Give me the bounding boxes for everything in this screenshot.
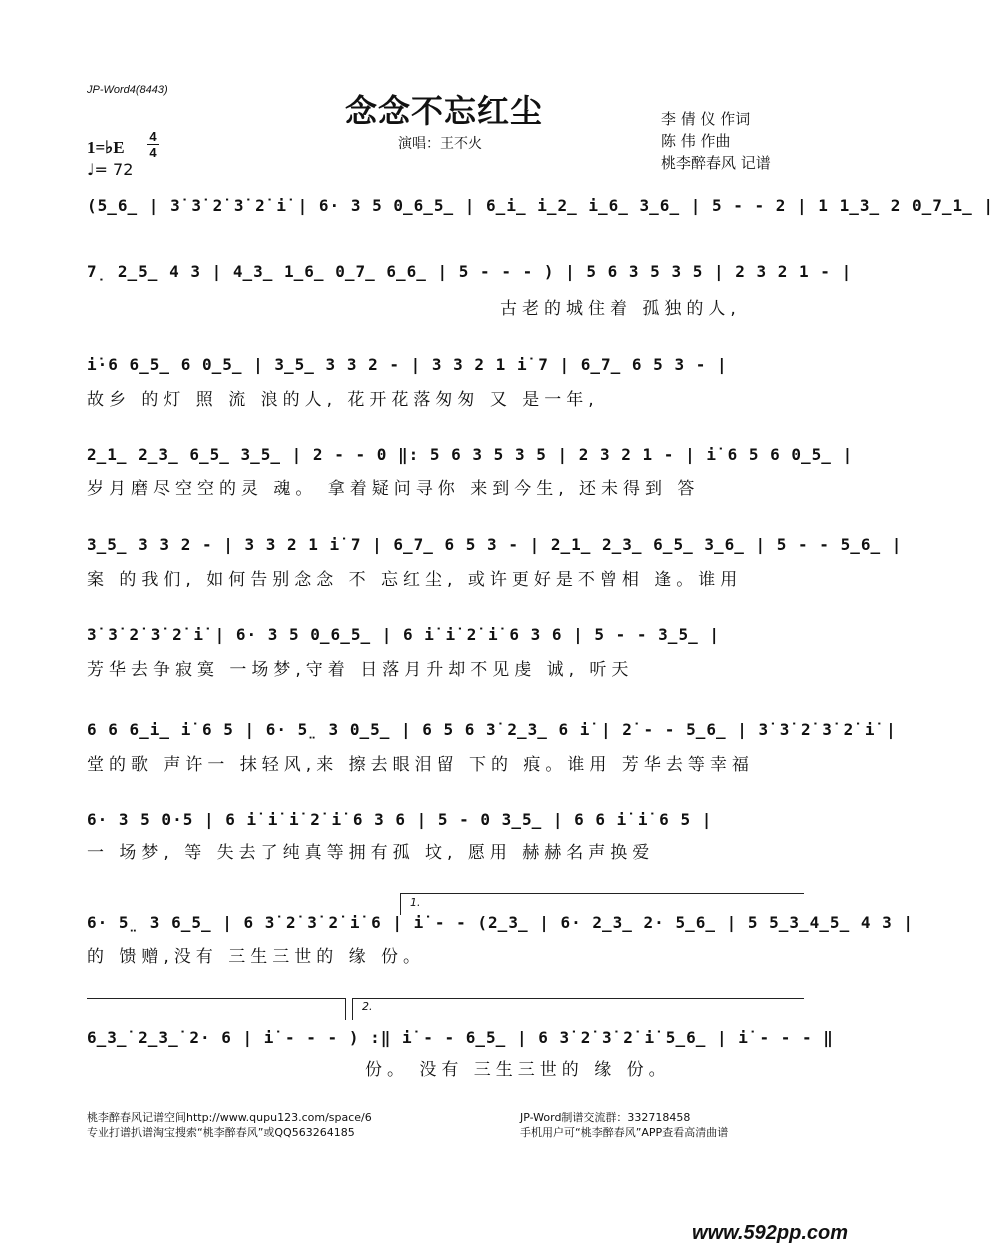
volta-1-bracket xyxy=(400,893,804,894)
lyric-row-6: 芳华去争寂寞 一场梦,守着 日落月升却不见虔 诚, 听天 xyxy=(87,660,634,680)
volta-2-side xyxy=(352,998,353,1020)
notation-row-3: i̇·6 6̲5̲ 6 0̲5̲ | 3̲5̲ 3 3 2 - | 3 3 2 1 i̇ 7 | 6̲7̲ 6 5 3 - | xyxy=(87,355,728,374)
lyric-row-8: 一 场梦, 等 失去了纯真等拥有孤 坟, 愿用 赫赫名声换爱 xyxy=(87,843,655,863)
time-signature xyxy=(147,130,159,159)
software-label: JP-Word4(8443) xyxy=(87,84,168,96)
notation-row-5: 3̲5̲ 3 3 2 - | 3 3 2 1 i̇ 7 | 6̲7̲ 6 5 3 - | 2̲1̲ 2̲3̲ 6̲5̲ 3̲6̲ | 5 - - 5̲6̲ | xyxy=(87,535,903,554)
tempo-marking: ♩= 72 xyxy=(87,160,134,179)
notation-row-9: 6· 5̤ 3 6̲5̲ | 6 3̇ 2̇ 3̇ 2̇ i̇ 6 | i̇ - - (2̲3̲ | 6· 2̲3̲ 2· 5̲6̲ | 5 5̲3̲4̲5̲ 4 3 | xyxy=(87,913,914,932)
volta-1-side xyxy=(400,893,401,915)
lyric-row-9: 的 馈赠,没有 三生三世的 缘 份。 xyxy=(87,947,426,967)
lyric-row-2: 古老的城住着 孤独的人, xyxy=(500,299,741,319)
time-signature-top: 4 xyxy=(149,129,157,144)
notation-row-2: 7̣ 2̲5̲ 4 3 | 4̲3̲ 1̲6̲ 0̲7̲ 6̲6̲ | 5 - - - ) | 5 6 3 5 3 5 | 2 3 2 1 - | xyxy=(87,262,853,281)
volta-2-bracket xyxy=(352,998,804,999)
singer-credit: 演唱：王不火 xyxy=(398,136,482,152)
notation-row-1: (5̲6̲ | 3̇ 3̇ 2̇ 3̇ 2̇ i̇ | 6· 3 5 0̲6̲5̲ | 6̲i̲ i̲2̲ i̲6̲ 3̲6̲ | 5 - - 2 | 1 1̲3̲ 2 0̲7̲1̲ | xyxy=(87,196,994,215)
notation-row-10: 6̲3̲̇ 2̲3̲̇ 2· 6 | i̇ - - - ) :‖ i̇ - - 6̲5̲ | 6 3̇ 2̇ 3̇ 2̇ i̇ 5̲6̲ | i̇ - - - ‖ xyxy=(87,1028,834,1047)
lyricist-credit: 李 倩 仪 作词 xyxy=(661,110,751,128)
lyric-row-5: 案 的我们, 如何告别念念 不 忘红尘, 或许更好是不曾相 逢。谁用 xyxy=(87,570,743,590)
notation-row-4: 2̲1̲ 2̲3̲ 6̲5̲ 3̲5̲ | 2 - - 0 ‖: 5 6 3 5 3 5 | 2 3 2 1 - | i̇ 6 5 6 0̲5̲ | xyxy=(87,445,854,464)
transcriber-credit: 桃李醉春风 记谱 xyxy=(661,154,771,172)
lyric-row-4: 岁月磨尽空空的灵 魂。 拿着疑问寻你 来到今生, 还未得到 答 xyxy=(87,479,700,499)
volta-2-label: 2. xyxy=(362,1000,373,1013)
lyric-row-3: 故乡 的灯 照 流 浪的人, 花开花落匆匆 又 是一年, xyxy=(87,390,599,410)
credits-block xyxy=(661,108,771,174)
key-signature: 1=♭E xyxy=(87,138,125,157)
site-watermark: www.592pp.com xyxy=(692,1222,848,1244)
footer-right-line2: 手机用户可“桃李醉春风”APP查看高清曲谱 xyxy=(520,1126,729,1139)
footer-left-line1: 桃李醉春风记谱空间http://www.qupu123.com/space/6 xyxy=(87,1111,372,1124)
composer-credit: 陈 伟 作曲 xyxy=(661,132,731,150)
footer-right-line1: JP-Word制谱交流群：332718458 xyxy=(520,1111,691,1124)
lyric-row-10: 份。 没有 三生三世的 缘 份。 xyxy=(365,1060,671,1080)
notation-row-7: 6 6 6̲i̲ i̇ 6 5 | 6· 5̤ 3 0̲5̲ | 6 5 6 3̇ 2̲3̲ 6 i̇ | 2̇ - - 5̲6̲ | 3̇ 3̇ 2̇ 3̇ 2̇ i̇ | xyxy=(87,720,897,739)
volta-1-continuation xyxy=(87,998,345,999)
footer-left xyxy=(87,1110,372,1140)
lyric-row-7: 堂的歌 声许一 抹轻风,来 擦去眼泪留 下的 痕。谁用 芳华去等幸福 xyxy=(87,755,754,775)
song-title: 念念不忘红尘 xyxy=(344,92,543,130)
volta-1-label: 1. xyxy=(410,896,421,909)
time-signature-bottom: 4 xyxy=(149,145,157,160)
volta-1-end xyxy=(345,998,346,1020)
footer-left-line2: 专业打谱扒谱淘宝搜索“桃李醉春风”或QQ563264185 xyxy=(87,1126,355,1139)
footer-right xyxy=(520,1110,728,1140)
notation-row-8: 6· 3 5 0·5 | 6 i̇ i̇ i̇ 2̇ i̇ 6 3 6 | 5 - 0 3̲5̲ | 6 6 i̇ i̇ 6 5 | xyxy=(87,810,713,829)
notation-row-6: 3̇ 3̇ 2̇ 3̇ 2̇ i̇ | 6· 3 5 0̲6̲5̲ | 6 i̇ i̇ 2̇ i̇ 6 3 6 | 5 - - 3̲5̲ | xyxy=(87,625,720,644)
